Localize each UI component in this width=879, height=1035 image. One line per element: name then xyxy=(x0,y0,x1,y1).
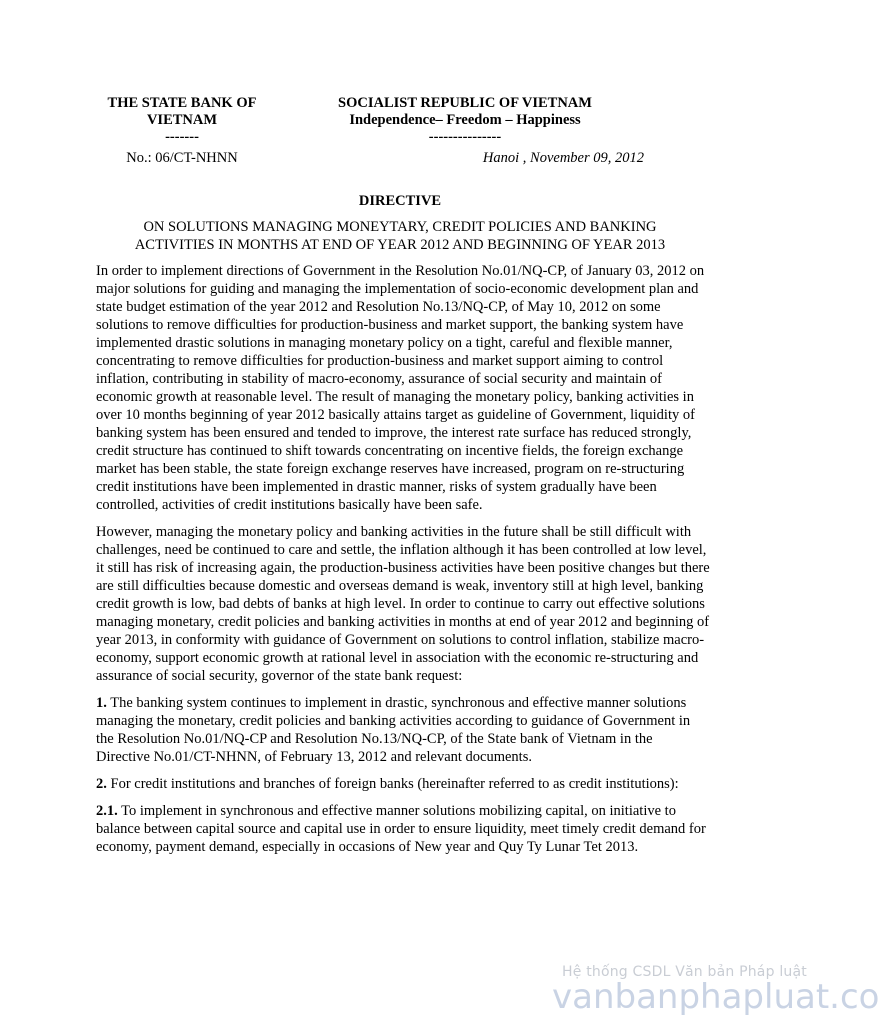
article-text: For credit institutions and branches of foreign banks (hereinafter referred to as credit institutions): xyxy=(106,776,679,792)
article-number: 2. xyxy=(96,776,107,792)
motto: Independence– Freedom – Happiness xyxy=(349,112,581,128)
paragraph-intro: In order to implement directions of Government in the Resolution No.01/NQ-CP, of January 03, 2012 on major solutions for guiding and managing the implementation of socio-economic development plan and state budget estimation of the year 2012 and Resolution No.13/NQ-CP, of May 10, 2012 on some solutions to remove difficulties for production-business and market support, the banking system have implemented drastic solutions in managing monetary policy on a tight, careful and flexible manner, concentrating to remove difficulties for production-business and market support aiming to control inflation, contributing in stability of macro-economy, assurance of social security and maintain of economic growth at reasonable level. The result of managing the monetary policy, banking activities in over 10 months beginning of year 2012 basically attains target as guideline of Government, liquidity of banking system has been ensured and tended to improve, the interest rate surface has reduced strongly, credit structure has continued to shift towards concentrating on incentive fields, the foreign exchange market has been stable, the state foreign exchange reserves have increased, program on re-structuring credit institutions have been implemented in drastic manner, risks of system gradually have been controlled, activities of credit institutions basically have been safe. xyxy=(96,263,705,513)
agency-name-line1: THE STATE BANK OF xyxy=(107,95,257,111)
document-body xyxy=(96,262,710,865)
subtitle-line1: ON SOLUTIONS MANAGING MONEYTARY, CREDIT POLICIES AND BANKING xyxy=(143,219,657,235)
article-2 xyxy=(96,775,710,793)
document-title: DIRECTIVE xyxy=(358,193,442,209)
article-2-1 xyxy=(96,802,710,856)
country-name: SOCIALIST REPUBLIC OF VIETNAM xyxy=(338,95,592,111)
watermark-caption: Hệ thống CSDL Văn bản Pháp luật xyxy=(562,964,807,980)
national-motto xyxy=(300,95,630,146)
agency-name-line2: VIETNAM xyxy=(146,112,218,128)
article-text: The banking system continues to implement in drastic, synchronous and effective manner solutions managing the monetary, credit policies and banking activities according to guidance of Government in the Resolution No.01/NQ-CP and Resolution No.13/NQ-CP, of the State bank of Vietnam in the Directive No.01/CT-NHNN, of February 13, 2012 and relevant documents. xyxy=(96,695,691,765)
issuing-agency xyxy=(92,95,272,146)
motto-rule: --------------- xyxy=(428,129,502,145)
paragraph-context: However, managing the monetary policy and banking activities in the future shall be still difficult with challenges, need be continued to care and settle, the inflation although it has been controlled at low level, it still has risk of increasing again, the production-business activities have been positive changes but there are still difficulties because domestic and overseas demand is weak, inventory still at high level, banking credit growth is low, bad debts of banks at high level. In order to continue to carry out effective solutions managing monetary, credit policies and banking activities in months at end of year 2012 and beginning of year 2013, in conformity with guidance of Government on solutions to control inflation, stabilize macro-economy, support economic growth at rational level in association with the economic re-structuring and assurance of social security, governor of the state bank request: xyxy=(96,524,710,684)
document-number: No.: 06/CT-NHNN xyxy=(126,150,238,166)
subtitle-line2: ACTIVITIES IN MONTHS AT END OF YEAR 2012 AND BEGINNING OF YEAR 2013 xyxy=(134,237,666,253)
document-header xyxy=(0,95,800,170)
issue-date: Hanoi , November 09, 2012 xyxy=(482,150,644,166)
article-number: 2.1. xyxy=(96,803,118,819)
article-text: To implement in synchronous and effective manner solutions mobilizing capital, on initiative to balance between capital source and capital use in order to ensure liquidity, meet timely credit demand for economy, payment demand, especially in occasions of New year and Quy Ty Lunar Tet 2013. xyxy=(96,803,706,855)
document-subtitle xyxy=(80,218,720,254)
article-1 xyxy=(96,694,710,766)
article-number: 1. xyxy=(96,695,107,711)
watermark-site: vanbanphapluat.co xyxy=(552,977,879,1017)
agency-rule: ------- xyxy=(165,129,199,145)
